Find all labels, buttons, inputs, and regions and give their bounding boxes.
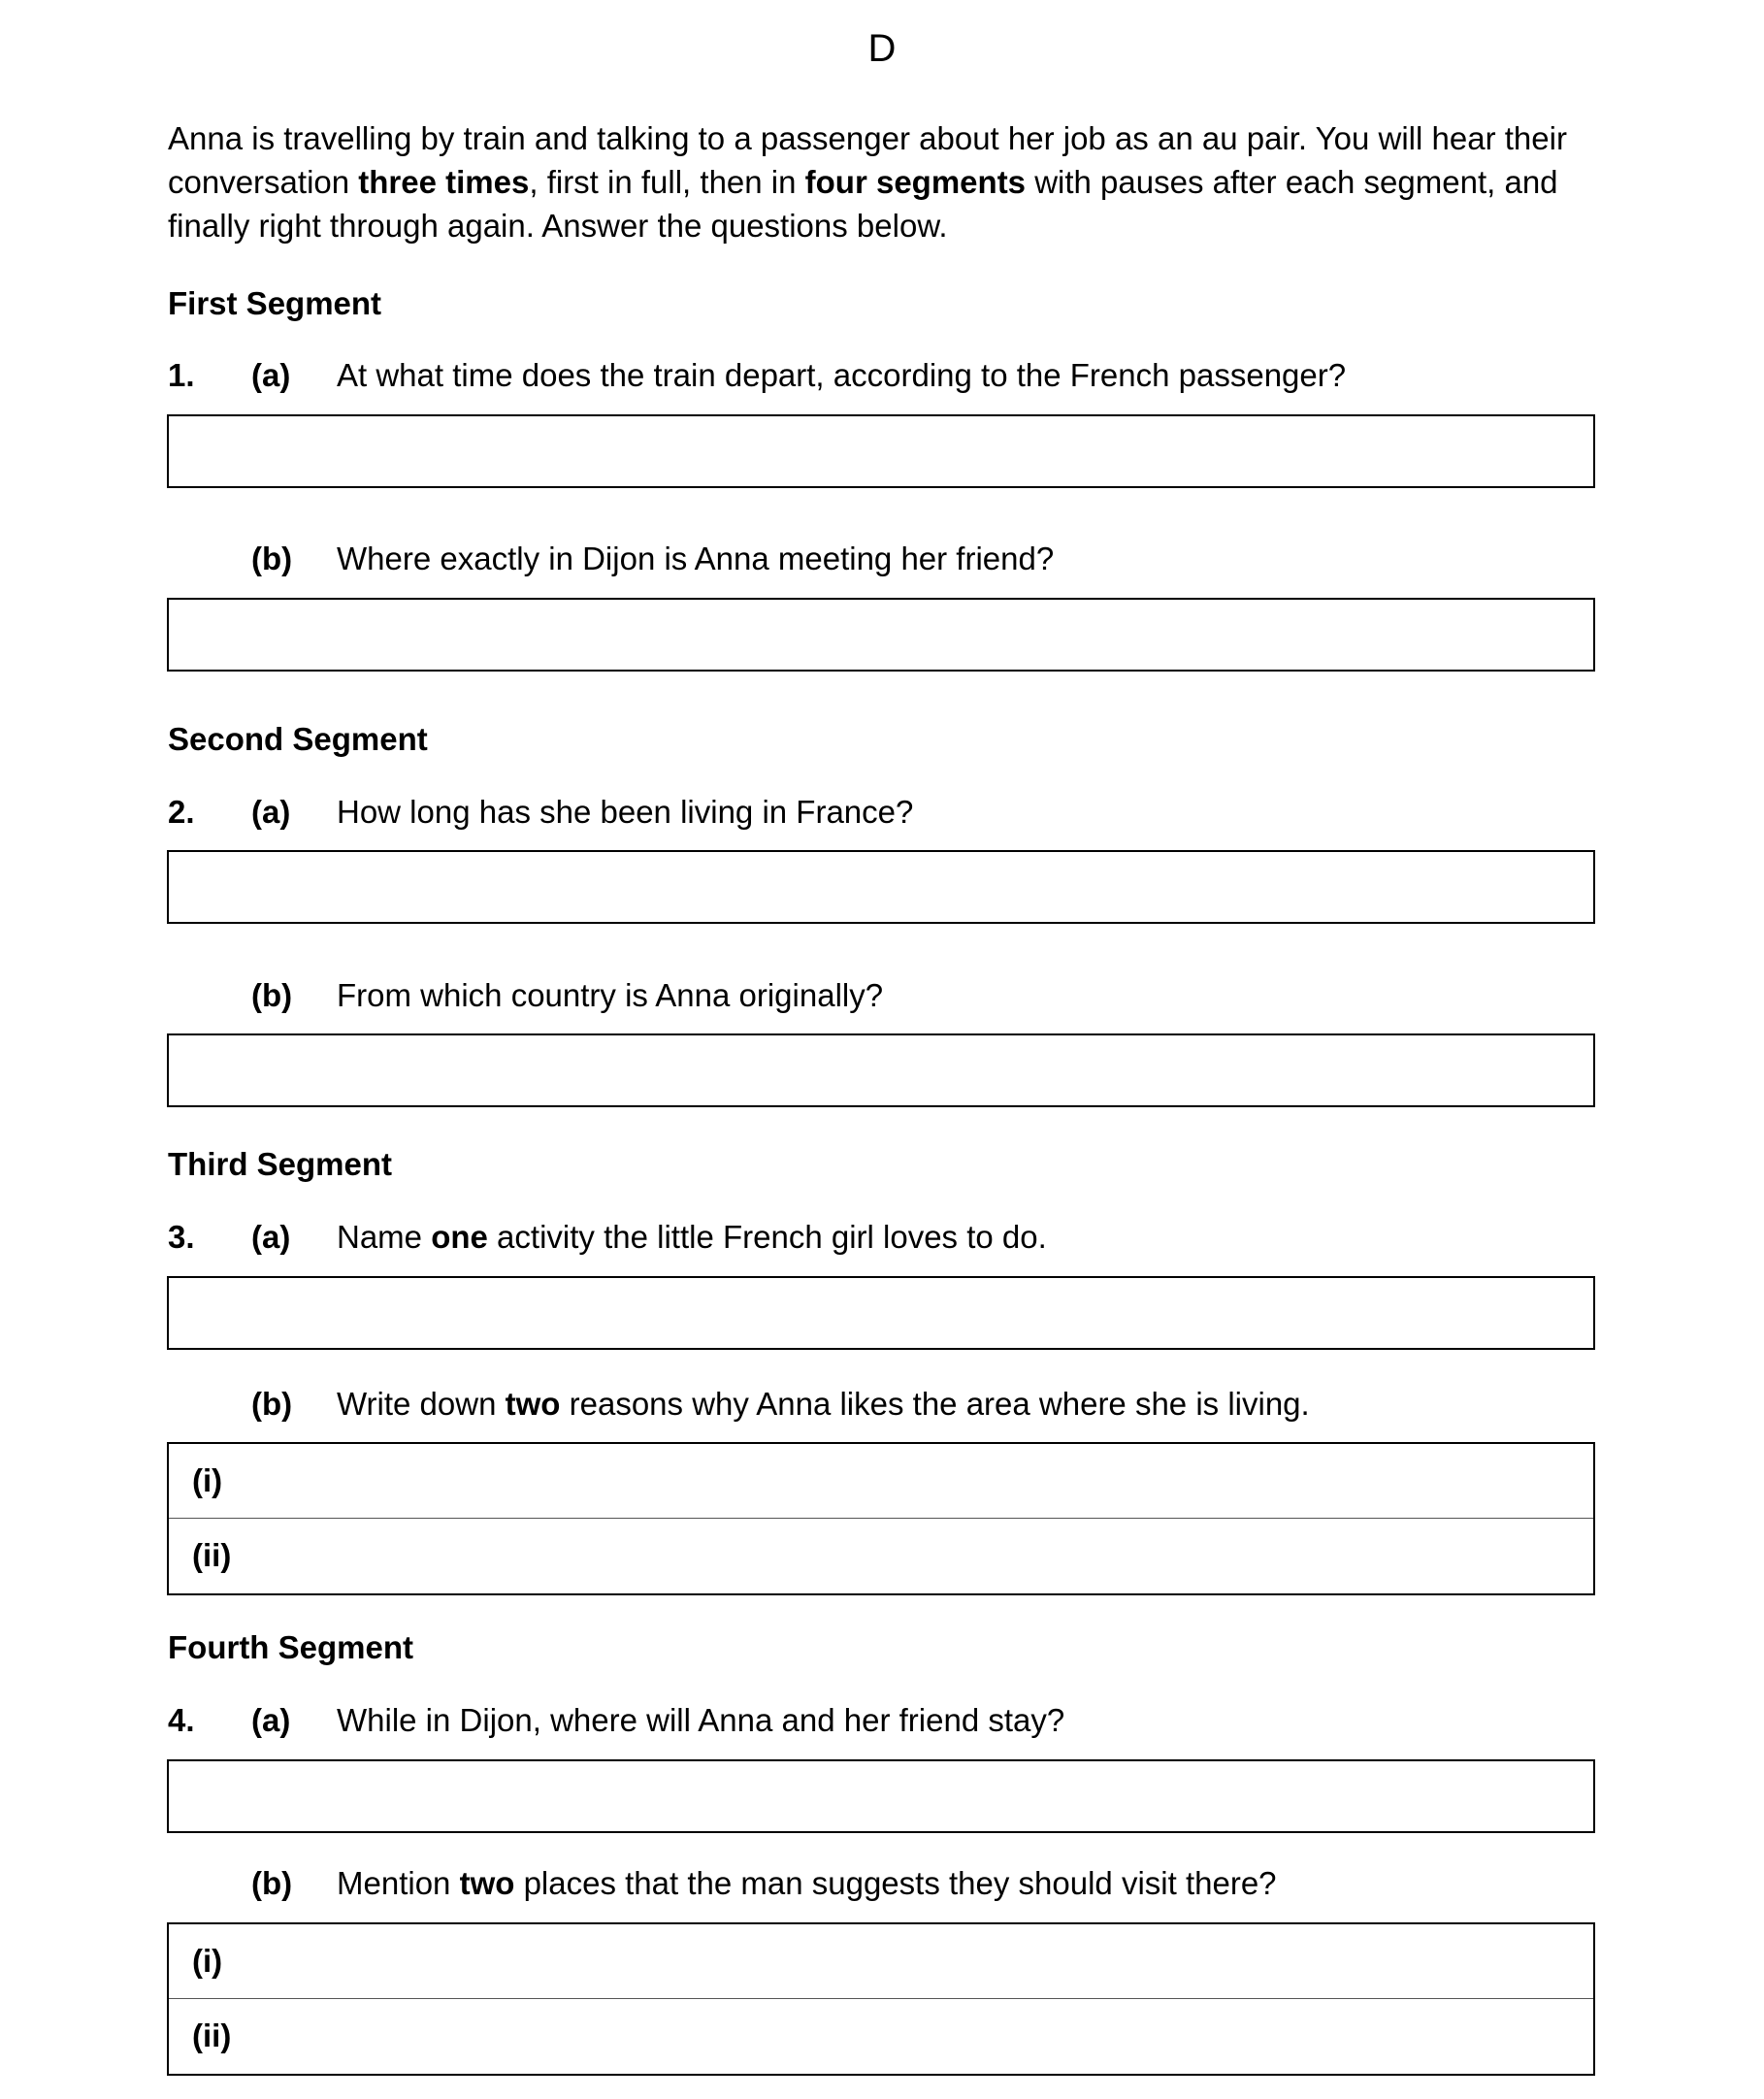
- question-part-label: (b): [251, 977, 293, 1013]
- question-part-label: (b): [251, 541, 293, 576]
- question-part-label: (a): [251, 1702, 291, 1738]
- instructions-bold-three-times: three times: [358, 164, 530, 200]
- question-text: Name one activity the little French girl loves to do.: [337, 1219, 1047, 1255]
- question-text: From which country is Anna originally?: [337, 977, 884, 1013]
- answer-box-2a[interactable]: [167, 850, 1595, 924]
- question-text: At what time does the train depart, according to the French passenger?: [337, 357, 1347, 393]
- question-number: 3.: [168, 1219, 195, 1255]
- question-2b: [168, 976, 1594, 1015]
- instructions-bold-four-segments: four segments: [804, 164, 1027, 200]
- question-3a: [168, 1218, 1594, 1257]
- question-part-label: (a): [251, 794, 291, 830]
- segment-heading-fourth: Fourth Segment: [168, 1629, 413, 1665]
- segment-heading-first: First Segment: [168, 285, 382, 321]
- answer-box-2b[interactable]: [167, 1033, 1595, 1107]
- answer-box-4b: [167, 1922, 1595, 2076]
- row-label: (ii): [192, 2017, 232, 2053]
- question-4b: [168, 1864, 1594, 1903]
- question-1b: [168, 540, 1594, 578]
- instructions-text-1: Anna is travelling by train and talking to a passenger about her job as an au pair. You will hear their conversation: [168, 120, 1567, 200]
- segment-heading-second: Second Segment: [168, 721, 428, 757]
- answer-row-4b-ii[interactable]: [169, 1999, 1593, 2074]
- row-label: (ii): [192, 1537, 232, 1573]
- row-label: (i): [192, 1462, 223, 1498]
- segment-heading-third: Third Segment: [168, 1146, 393, 1182]
- answer-box-1b[interactable]: [167, 598, 1595, 672]
- question-4a: [168, 1701, 1594, 1740]
- question-number: 2.: [168, 794, 195, 830]
- question-part-label: (a): [251, 357, 291, 393]
- question-3b: [168, 1385, 1594, 1424]
- answer-row-4b-i[interactable]: [169, 1924, 1593, 1999]
- question-part-label: (b): [251, 1386, 293, 1422]
- instructions-text-3: with pauses after each segment, and finally right through again. Answer the questions below.: [168, 164, 1558, 244]
- answer-row-3b-ii[interactable]: [169, 1519, 1593, 1593]
- question-text: Mention two places that the man suggests they should visit there?: [337, 1865, 1277, 1901]
- question-number: 1.: [168, 357, 195, 393]
- row-label: (i): [192, 1943, 223, 1979]
- instructions-text-2: , first in full, then in: [529, 164, 805, 200]
- question-2a: [168, 793, 1594, 832]
- question-part-label: (b): [251, 1865, 293, 1901]
- question-number: 4.: [168, 1702, 195, 1738]
- answer-box-3a[interactable]: [167, 1276, 1595, 1350]
- answer-box-4a[interactable]: [167, 1759, 1595, 1833]
- question-part-label: (a): [251, 1219, 291, 1255]
- question-text: While in Dijon, where will Anna and her friend stay?: [337, 1702, 1065, 1738]
- section-letter: D: [867, 27, 897, 70]
- question-text: Where exactly in Dijon is Anna meeting her friend?: [337, 541, 1055, 576]
- answer-box-3b: [167, 1442, 1595, 1595]
- answer-row-3b-i[interactable]: [169, 1444, 1593, 1519]
- instructions-paragraph: [168, 116, 1623, 247]
- question-text: How long has she been living in France?: [337, 794, 914, 830]
- question-1a: [168, 356, 1594, 395]
- answer-box-1a[interactable]: [167, 414, 1595, 488]
- question-text: Write down two reasons why Anna likes the area where she is living.: [337, 1386, 1310, 1422]
